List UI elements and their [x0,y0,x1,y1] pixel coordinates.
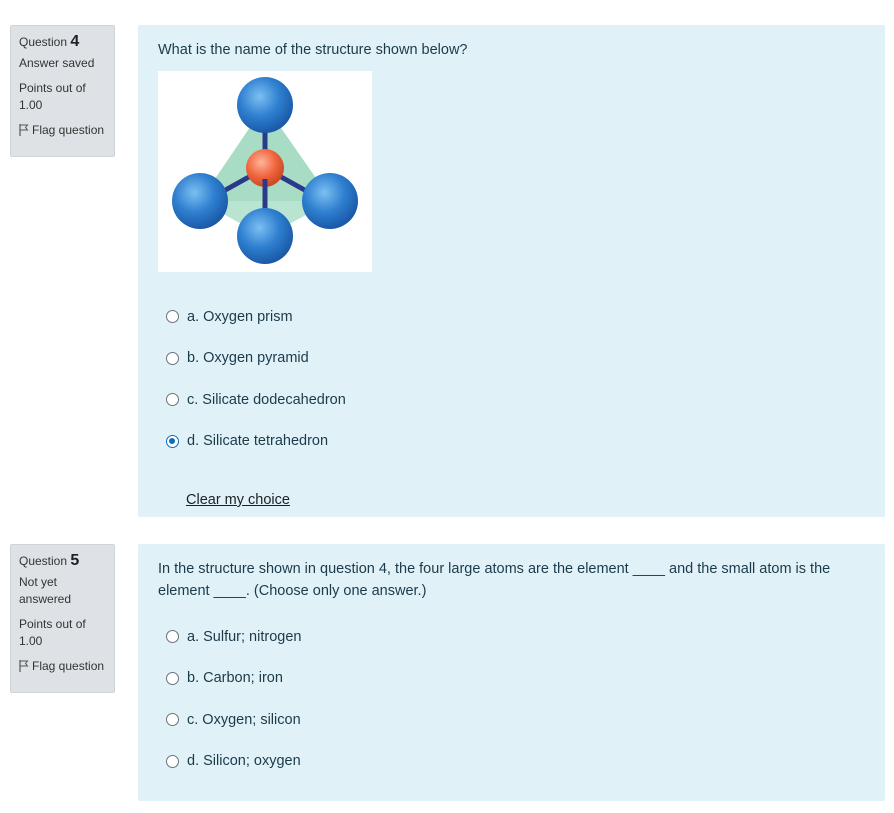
question-4-option-a[interactable]: a. Oxygen prism [158,296,865,338]
flag-icon [19,124,29,136]
silicate-tetrahedron-image [158,71,372,272]
question-5-option-c[interactable]: c. Oxygen; silicon [158,699,865,741]
question-5-flag-button[interactable]: Flag question [19,658,106,675]
question-4-number: Question 4 [19,33,80,50]
radio-button-selected[interactable] [166,435,179,448]
question-5-state: Not yet answered [19,575,72,606]
question-5-grade: Points out of 1.00 [19,617,86,648]
radio-button[interactable] [166,352,179,365]
clear-my-choice-link[interactable]: Clear my choice [186,492,290,508]
radio-button[interactable] [166,393,179,406]
question-5-content [138,544,885,801]
question-5-option-d[interactable]: d. Silicon; oxygen [158,741,865,783]
question-4-option-d[interactable]: d. Silicate tetrahedron [158,421,865,463]
radio-button[interactable] [166,755,179,768]
question-4-text: What is the name of the structure shown below? [158,42,468,58]
question-4-answers [158,296,865,462]
radio-button[interactable] [166,672,179,685]
radio-button[interactable] [166,713,179,726]
question-4-grade: Points out of 1.00 [19,81,86,112]
question-4-option-b[interactable]: b. Oxygen pyramid [158,338,865,380]
question-5-number: Question 5 [19,552,80,569]
question-4-option-c[interactable]: c. Silicate dodecahedron [158,379,865,421]
radio-button[interactable] [166,630,179,643]
radio-button[interactable] [166,310,179,323]
question-5-option-a[interactable]: a. Sulfur; nitrogen [158,616,865,658]
question-4-flag-button[interactable]: Flag question [19,122,106,139]
question-5-text: In the structure shown in question 4, the four large atoms are the element ____ and the small atom is the element ____. (Choose only one answer.) [158,561,831,599]
question-4-state: Answer saved [19,56,95,70]
question-5-option-b[interactable]: b. Carbon; iron [158,658,865,700]
question-5-info [10,544,115,693]
question-5-answers [158,616,865,782]
tetrahedron-diagram-icon [158,71,372,272]
question-4-content [138,25,885,517]
flag-icon [19,660,29,672]
question-4-info [10,25,115,157]
